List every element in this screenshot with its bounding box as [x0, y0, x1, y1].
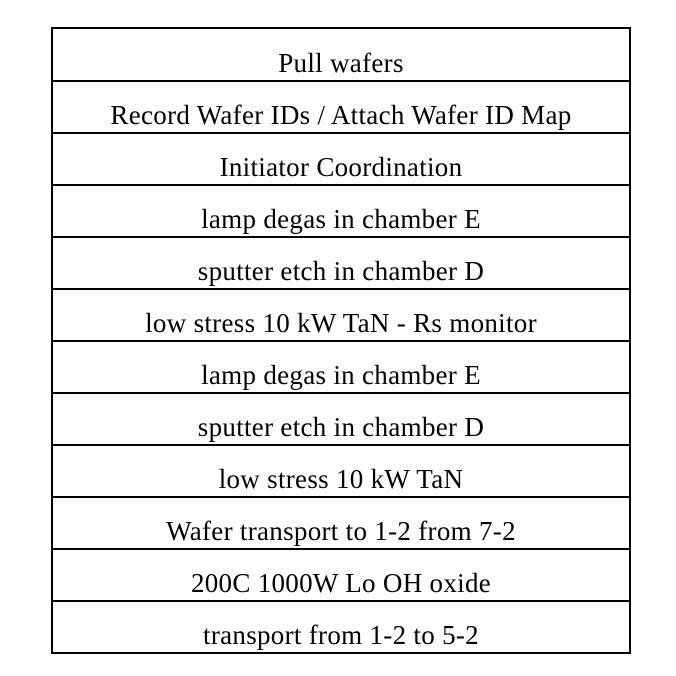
step-label: lamp degas in chamber E	[201, 204, 481, 234]
step-label: transport from 1-2 to 5-2	[203, 620, 479, 650]
step-label: low stress 10 kW TaN	[218, 464, 464, 494]
step-label: low stress 10 kW TaN - Rs monitor	[145, 308, 537, 338]
table-row	[53, 132, 629, 184]
step-label: 200C 1000W Lo OH oxide	[190, 568, 492, 598]
step-label: sputter etch in chamber D	[197, 412, 485, 442]
step-label: lamp degas in chamber E	[201, 360, 481, 390]
step-label: Pull wafers	[278, 48, 404, 78]
step-label: Record Wafer IDs / Attach Wafer ID Map	[110, 100, 572, 130]
table-row	[53, 236, 629, 288]
table-row	[53, 392, 629, 444]
step-label: Wafer transport to 1-2 from 7-2	[166, 516, 516, 546]
step-label: Initiator Coordination	[219, 152, 463, 182]
table-row	[53, 80, 629, 132]
process-steps-table	[51, 27, 631, 654]
table-row	[53, 600, 629, 652]
step-label: sputter etch in chamber D	[197, 256, 485, 286]
table-row	[53, 496, 629, 548]
table-row	[53, 29, 629, 80]
table-row	[53, 340, 629, 392]
table-row	[53, 548, 629, 600]
table-row	[53, 288, 629, 340]
table-row	[53, 184, 629, 236]
table-row	[53, 444, 629, 496]
